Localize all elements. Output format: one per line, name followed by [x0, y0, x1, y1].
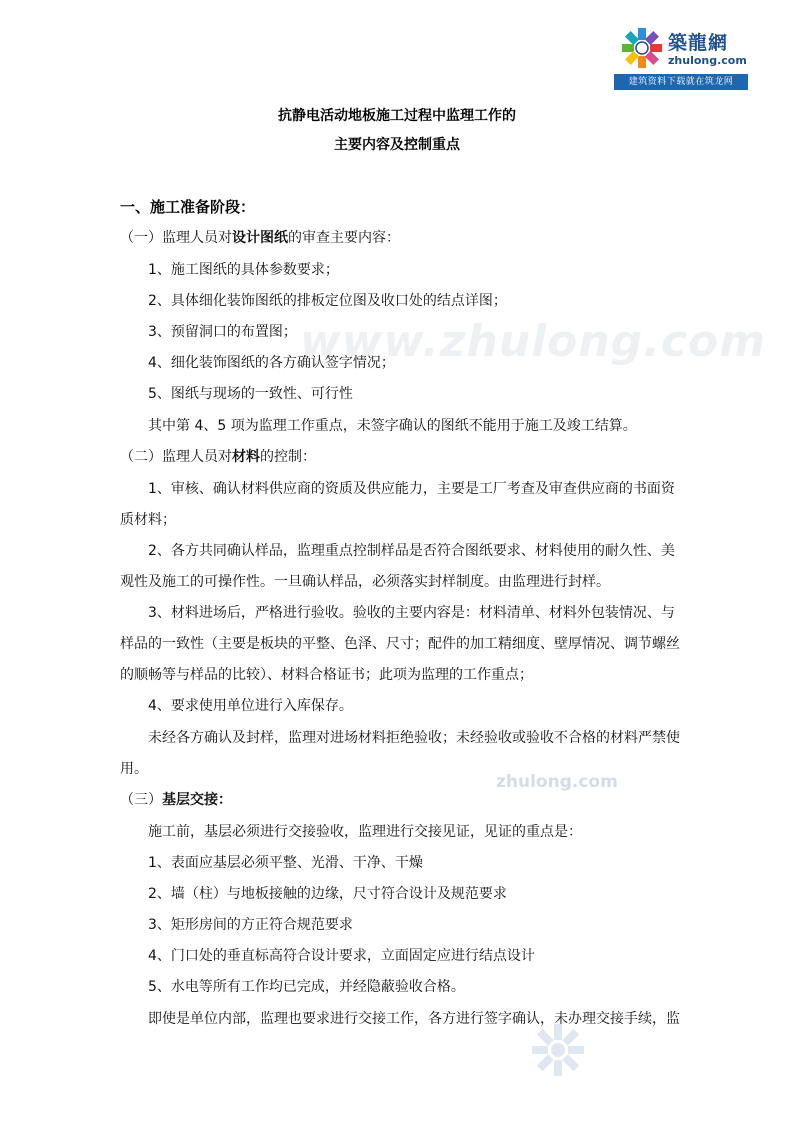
subsection-suffix: 的审查主要内容： — [288, 230, 400, 246]
zhulong-logo — [614, 22, 748, 92]
paragraph-line: 1、审核、确认材料供应商的资质及供应能力，主要是工厂考查及审查供应商的书面资 — [148, 481, 675, 497]
note-paragraph: 其中第 4、5 项为监理工作重点，未签字确认的图纸不能用于施工及竣工结算。 — [148, 418, 637, 434]
subsection-keyword: 基层交接： — [162, 792, 232, 808]
subsection-heading — [120, 447, 316, 467]
paragraph-line: 用。 — [120, 761, 148, 777]
watermark-large: www.zhulong.com — [300, 316, 767, 367]
list-item: 3、矩形房间的方正符合规范要求 — [148, 917, 353, 933]
list-item: 5、水电等所有工作均已完成，并经隐蔽验收合格。 — [148, 979, 465, 995]
paragraph-line: 样品的一致性（主要是板块的平整、色泽、尺寸；配件的加工精细度、壁厚情况、调节螺丝 — [120, 636, 680, 652]
logo-domain: zhulong.com — [668, 54, 747, 67]
list-item: 1、施工图纸的具体参数要求； — [148, 262, 339, 278]
subsection-keyword: 设计图纸 — [232, 230, 288, 246]
list-item: 2、具体细化装饰图纸的排板定位图及收口处的结点详图； — [148, 293, 507, 309]
list-item: 5、图纸与现场的一致性、可行性 — [148, 386, 353, 402]
list-item: 1、表面应基层必须平整、光滑、干净、干燥 — [148, 855, 423, 871]
subsection-keyword: 材料 — [232, 449, 260, 465]
logo-name: 築龍網 — [668, 32, 729, 54]
paragraph-line: 4、要求使用单位进行入库保存。 — [148, 698, 353, 714]
subsection-suffix: 的控制： — [260, 449, 316, 465]
subsection-heading — [120, 228, 400, 248]
section-heading: 一、施工准备阶段： — [120, 198, 256, 216]
subsection-heading — [120, 790, 232, 810]
subsection-prefix: （一）监理人员对 — [120, 230, 232, 246]
list-item: 2、墙（柱）与地板接触的边缘，尺寸符合设计及规范要求 — [148, 886, 507, 902]
paragraph-line: 观性及施工的可操作性。一旦确认样品，必须落实封样制度。由监理进行封样。 — [120, 574, 610, 590]
paragraph-line: 施工前，基层必须进行交接验收，监理进行交接见证，见证的重点是： — [148, 824, 582, 840]
watermark-small: zhulong.com — [496, 772, 618, 792]
paragraph-line: 质材料； — [120, 512, 176, 528]
paragraph-line: 未经各方确认及封样，监理对进场材料拒绝验收；未经验收或验收不合格的材料严禁使 — [148, 730, 680, 746]
logo-slogan: 建筑资料下载就在筑龙网 — [614, 74, 748, 90]
paragraph-line: 的顺畅等与样品的比较）、材料合格证书；此项为监理的工作重点； — [120, 667, 533, 683]
subsection-prefix: （二）监理人员对 — [120, 449, 232, 465]
subsection-prefix: （三） — [120, 792, 162, 808]
doc-title-line-1: 抗静电活动地板施工过程中监理工作的 — [278, 108, 516, 124]
paragraph-line: 即使是单位内部，监理也要求进行交接工作，各方进行签字确认，未办理交接手续，监 — [148, 1011, 680, 1027]
paragraph-line: 2、各方共同确认样品，监理重点控制样品是否符合图纸要求、材料使用的耐久性、美 — [148, 543, 675, 559]
snowflake-icon — [620, 26, 664, 70]
watermark-snowflake-icon — [530, 1022, 586, 1078]
list-item: 4、门口处的垂直标高符合设计要求，立面固定应进行结点设计 — [148, 948, 535, 964]
paragraph-line: 3、材料进场后，严格进行验收。验收的主要内容是：材料清单、材料外包装情况、与 — [148, 605, 675, 621]
list-item: 4、细化装饰图纸的各方确认签字情况； — [148, 355, 395, 371]
doc-title-line-2: 主要内容及控制重点 — [334, 137, 460, 153]
list-item: 3、预留洞口的布置图； — [148, 324, 297, 340]
